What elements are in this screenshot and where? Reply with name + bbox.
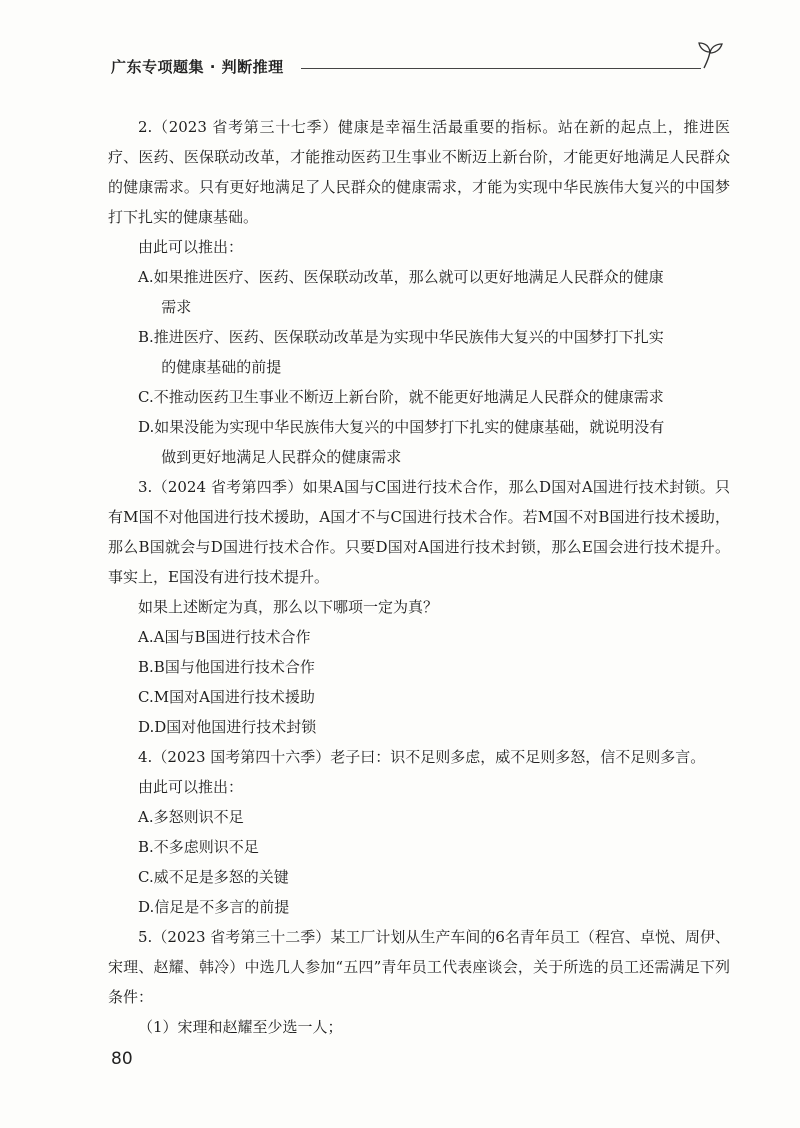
stem-line: 健康是幸福生活最重要的指标。站在新的起点上，推 [338,118,700,136]
question-lead: 由此可以推出： [138,778,244,796]
stem-line: 不对B国进行技术援助，那么B国就会与D国进行技术合作。只要D国对A国进行 [108,508,731,556]
question-stem [108,112,730,232]
running-header [111,52,723,82]
stem-line: 民族伟大复兴的中国梦打下扎实的健康基础。 [108,178,730,226]
page-body [108,112,730,1042]
question-lead: 如果上述断定为真，那么以下哪项一定为真？ [138,598,439,616]
question-source: （2023 省考第三十七季） [152,118,339,136]
question-stem [108,742,730,772]
option-a [108,622,730,652]
header-rule [301,68,701,69]
option-text: 信足是不多言的前提 [154,898,290,916]
option-d [108,712,730,742]
stem-line: 满足人民群众的健康需求。只有更好地满足了人民群众的健康需求，才能为实现中华 [108,148,730,196]
option-text-continued: 的健康基础的前提 [161,358,282,376]
option-letter: C. [138,388,154,406]
question-stem [108,472,730,592]
question-number: 5. [138,928,153,946]
question-lead: 由此可以推出： [138,238,244,256]
option-d [108,892,730,922]
option-b [108,832,730,862]
option-a [108,262,730,322]
option-letter: B. [138,838,154,856]
option-letter: B. [138,658,154,676]
question-source: （2023 省考第三十二季） [152,928,331,946]
stem-line: 术封锁。只有M国不对他国进行技术援助，A国才不与C国进行技术合作。若M国 [108,478,730,526]
stem-line: 技术封锁，那么E国会进行技术提升。事实上，E国没有进行技术提升。 [108,538,730,586]
option-letter: C. [138,868,154,886]
question-number: 2. [138,118,153,136]
option-text-continued: 需求 [161,298,192,316]
option-text: D国对他国进行技术封锁 [154,718,317,736]
stem-line: 老子曰：识不足则多虑，威不足则多怒，信不足则 [330,748,661,766]
option-text-continued: 做到更好地满足人民群众的健康需求 [161,448,402,466]
option-text: B国与他国进行技术合作 [153,658,315,676]
option-text: 不多虑则识不足 [153,838,259,856]
header-title: 广东专项题集 · 判断推理 [111,58,284,76]
option-c [108,682,730,712]
option-letter: D. [138,898,155,916]
option-letter: A. [138,628,154,646]
stem-line: 某工厂计划从生产车间的6名青年员工（程宫、卓 [330,928,655,946]
question-block [108,472,730,742]
stem-line: 多言。 [660,748,706,766]
option-letter: D. [138,718,155,736]
question-stem [108,922,730,1012]
stem-line: 进医疗、医药、医保联动改革，才能推动医药卫生事业不断迈上新台阶，才能更好地 [108,118,730,166]
option-letter: C. [138,688,154,706]
stem-line: 选的员工还需满足下列条件： [108,958,730,1006]
option-text: 如果推进医疗、医药、医保联动改革，那么就可以更好地满足人民群众的健康 [153,268,664,286]
option-text: 如果没能为实现中华民族伟大复兴的中国梦打下扎实的健康基础，就说明没有 [154,418,665,436]
option-c [108,382,730,412]
question-block [108,922,730,1042]
stem-line: 如果A国与C国进行技术合作，那么D国对A国进行技 [302,478,654,496]
page-number: 80 [111,1049,133,1069]
question-block [108,112,730,472]
option-a [108,802,730,832]
option-c [108,862,730,892]
option-b [108,322,730,382]
option-letter: A. [138,808,154,826]
question-number: 4. [138,748,153,766]
option-b [108,652,730,682]
option-d [108,412,730,472]
condition-item: （1）宋理和赵耀至少选一人； [138,1018,343,1036]
question-number: 3. [138,478,153,496]
question-block [108,742,730,922]
option-text: 多怒则识不足 [153,808,244,826]
stem-line: 悦、周伊、宋理、赵耀、韩冷）中选几人参加“五四”青年员工代表座谈会，关于所 [108,928,730,976]
option-text: 推进医疗、医药、医保联动改革是为实现中华民族伟大复兴的中国梦打下扎实 [153,328,664,346]
option-text: 威不足是多怒的关键 [153,868,289,886]
option-text: M国对A国进行技术援助 [153,688,315,706]
option-letter: A. [138,268,154,286]
question-source: （2024 省考第四季） [152,478,303,496]
question-source: （2023 国考第四十六季） [152,748,331,766]
option-letter: B. [138,328,154,346]
sprout-icon [696,42,732,72]
option-text: A国与B国进行技术合作 [153,628,311,646]
option-letter: D. [138,418,155,436]
option-text: 不推动医药卫生事业不断迈上新台阶，就不能更好地满足人民群众的健康需求 [153,388,664,406]
